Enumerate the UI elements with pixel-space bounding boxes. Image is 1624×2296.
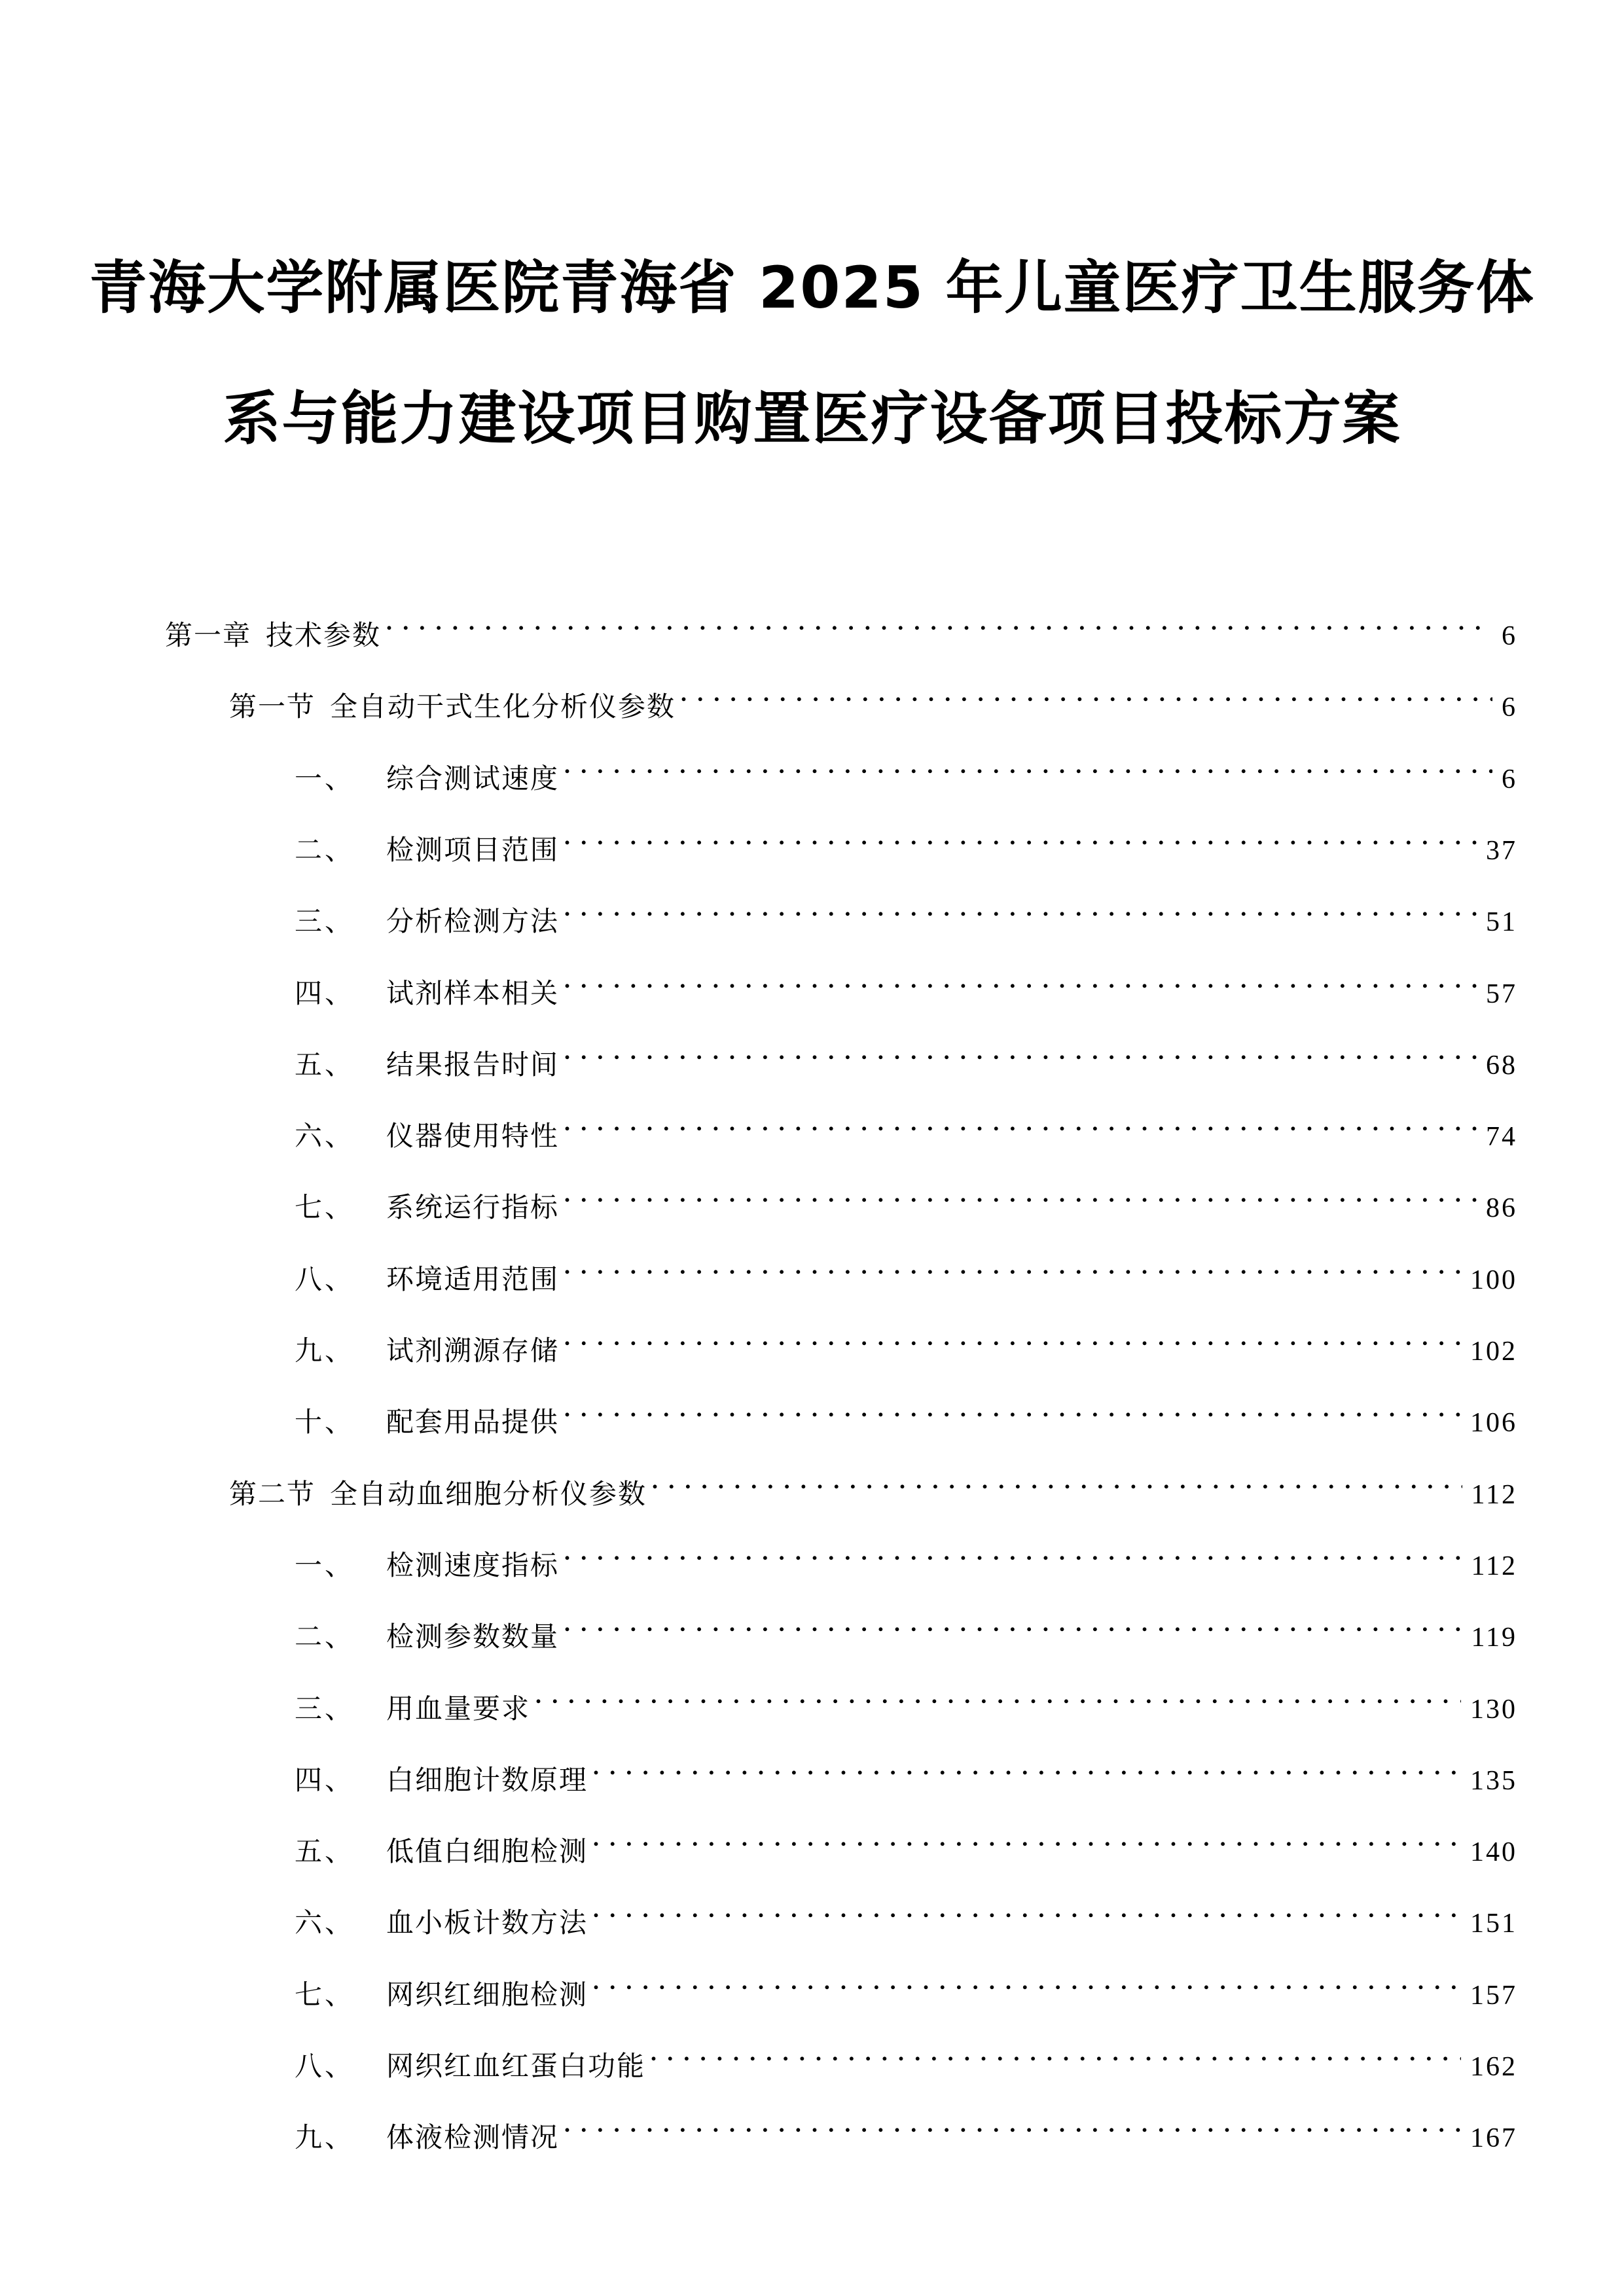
- toc-entry[interactable]: [295, 1672, 1517, 1725]
- toc-entry-marker: 九、: [295, 2123, 355, 2153]
- toc-entry-page-number: 68: [1486, 1050, 1517, 1081]
- toc-dot-leader: [564, 885, 1477, 931]
- toc-entry-page-number: 102: [1470, 1336, 1517, 1367]
- toc-entry-marker: 第二节: [229, 1480, 316, 1510]
- toc-entry-label: 血小板计数方法: [386, 1909, 588, 1939]
- toc-dot-leader: [681, 670, 1492, 716]
- toc-entry[interactable]: [295, 885, 1517, 937]
- toc-dot-leader: [593, 1744, 1461, 1789]
- toc-entry-marker: 八、: [295, 1265, 355, 1295]
- toc-entry-marker: 第一章: [165, 621, 252, 651]
- toc-entry-label: 分析检测方法: [386, 907, 560, 937]
- toc-entry[interactable]: [295, 814, 1517, 866]
- toc-dot-leader: [564, 1529, 1462, 1575]
- toc-entry-marker: 十、: [295, 1408, 355, 1438]
- toc-dot-leader: [593, 1815, 1461, 1861]
- toc-entry[interactable]: [295, 2101, 1517, 2153]
- toc-entry[interactable]: [229, 670, 1517, 723]
- toc-entry-label: 检测参数数量: [386, 1623, 560, 1653]
- toc-dot-leader: [386, 599, 1492, 645]
- toc-entry[interactable]: [295, 1600, 1517, 1653]
- toc-entry-label: 体液检测情况: [386, 2123, 560, 2153]
- toc-entry-label: 系统运行指标: [386, 1193, 560, 1223]
- toc-entry-marker: 六、: [295, 1122, 355, 1152]
- toc-entry-marker: 八、: [295, 2052, 355, 2082]
- toc-entry-marker: 九、: [295, 1336, 355, 1367]
- toc-entry[interactable]: [295, 1171, 1517, 1223]
- toc-dot-leader: [564, 814, 1477, 859]
- toc-dot-leader: [652, 1458, 1462, 1503]
- toc-entry-label: 全自动血细胞分析仪参数: [330, 1480, 647, 1510]
- toc-entry-label: 试剂样本相关: [386, 979, 560, 1009]
- toc-entry-page-number: 130: [1470, 1695, 1517, 1725]
- toc-dot-leader: [651, 2030, 1461, 2075]
- toc-dot-leader: [593, 1958, 1461, 2004]
- toc-entry-page-number: 37: [1486, 836, 1517, 866]
- toc-entry[interactable]: [295, 1386, 1517, 1438]
- toc-dot-leader: [593, 1886, 1461, 1932]
- toc-entry-label: 全自动干式生化分析仪参数: [330, 692, 676, 723]
- toc-entry-label: 环境适用范围: [386, 1265, 560, 1295]
- toc-entry-page-number: 135: [1470, 1766, 1517, 1796]
- toc-entry-marker: 七、: [295, 1193, 355, 1223]
- toc-entry[interactable]: [295, 1958, 1517, 2011]
- toc-entry-page-number: 140: [1470, 1837, 1517, 1867]
- toc-entry[interactable]: [295, 1314, 1517, 1367]
- toc-entry-marker: 二、: [295, 1623, 355, 1653]
- toc-entry-page-number: 112: [1471, 1480, 1517, 1510]
- toc-dot-leader: [535, 1672, 1461, 1718]
- toc-entry-marker: 五、: [295, 1837, 355, 1867]
- toc-entry-page-number: 151: [1470, 1909, 1517, 1939]
- toc-dot-leader: [564, 957, 1477, 1003]
- toc-dot-leader: [564, 1386, 1461, 1431]
- toc-dot-leader: [564, 1314, 1461, 1360]
- toc-entry-label: 用血量要求: [386, 1695, 531, 1725]
- toc-entry-marker: 三、: [295, 1695, 355, 1725]
- toc-dot-leader: [564, 2101, 1461, 2147]
- toc-dot-leader: [564, 742, 1492, 788]
- toc-entry-label: 检测项目范围: [386, 836, 560, 866]
- toc-entry-page-number: 167: [1470, 2123, 1517, 2153]
- toc-entry-page-number: 6: [1502, 764, 1517, 795]
- toc-dot-leader: [564, 1171, 1477, 1217]
- toc-entry-page-number: 162: [1470, 2052, 1517, 2082]
- toc-entry-marker: 一、: [295, 1551, 355, 1581]
- toc-dot-leader: [564, 1028, 1477, 1074]
- toc-entry-marker: 四、: [295, 1766, 355, 1796]
- toc-entry-page-number: 112: [1471, 1551, 1517, 1581]
- toc-entry-page-number: 119: [1471, 1623, 1517, 1653]
- toc-entry-label: 仪器使用特性: [386, 1122, 560, 1152]
- toc-entry-label: 检测速度指标: [386, 1551, 560, 1581]
- toc-dot-leader: [564, 1600, 1462, 1646]
- toc-entry-label: 试剂溯源存储: [386, 1336, 560, 1367]
- toc-entry-page-number: 157: [1470, 1981, 1517, 2011]
- toc-entry[interactable]: [295, 1243, 1517, 1295]
- toc-entry-label: 综合测试速度: [386, 764, 560, 795]
- toc-entry-label: 低值白细胞检测: [386, 1837, 588, 1867]
- toc-entry[interactable]: [295, 1886, 1517, 1939]
- toc-entry-label: 技术参数: [266, 621, 382, 651]
- toc-entry-marker: 七、: [295, 1981, 355, 2011]
- toc-entry[interactable]: [229, 1458, 1517, 1510]
- toc-entry-page-number: 100: [1470, 1265, 1517, 1295]
- toc-entry[interactable]: [295, 1529, 1517, 1581]
- toc-entry[interactable]: [295, 742, 1517, 795]
- document-title-line-1: 青海大学附属医院青海省 2025 年儿童医疗卫生服务体: [89, 254, 1535, 321]
- toc-entry[interactable]: [295, 957, 1517, 1009]
- toc-entry-page-number: 86: [1486, 1193, 1517, 1223]
- toc-dot-leader: [564, 1243, 1461, 1289]
- toc-entry-page-number: 6: [1502, 692, 1517, 723]
- toc-entry-label: 白细胞计数原理: [386, 1766, 588, 1796]
- toc-entry-page-number: 106: [1470, 1408, 1517, 1438]
- toc-entry-marker: 一、: [295, 764, 355, 795]
- toc-entry-marker: 五、: [295, 1050, 355, 1081]
- toc-entry-marker: 第一节: [229, 692, 316, 723]
- toc-entry-page-number: 6: [1502, 621, 1517, 651]
- toc-entry[interactable]: [295, 1815, 1517, 1867]
- toc-entry-page-number: 51: [1486, 907, 1517, 937]
- document-title: [0, 223, 1624, 484]
- toc-entry-page-number: 57: [1486, 979, 1517, 1009]
- toc-entry-marker: 二、: [295, 836, 355, 866]
- toc-entry[interactable]: [295, 1028, 1517, 1081]
- toc-entry-marker: 六、: [295, 1909, 355, 1939]
- toc-entry[interactable]: [295, 1744, 1517, 1796]
- toc-entry-label: 配套用品提供: [386, 1408, 560, 1438]
- toc-entry-marker: 三、: [295, 907, 355, 937]
- toc-entry[interactable]: [165, 599, 1517, 651]
- toc-entry[interactable]: [295, 2030, 1517, 2082]
- document-title-line-2: 系与能力建设项目购置医疗设备项目投标方案: [223, 385, 1401, 452]
- toc-dot-leader: [564, 1100, 1477, 1145]
- toc-entry-page-number: 74: [1486, 1122, 1517, 1152]
- toc-entry-label: 结果报告时间: [386, 1050, 560, 1081]
- toc-entry[interactable]: [295, 1100, 1517, 1152]
- toc-entry-marker: 四、: [295, 979, 355, 1009]
- toc-entry-label: 网织红细胞检测: [386, 1981, 588, 2011]
- toc-entry-label: 网织红血红蛋白功能: [386, 2052, 646, 2082]
